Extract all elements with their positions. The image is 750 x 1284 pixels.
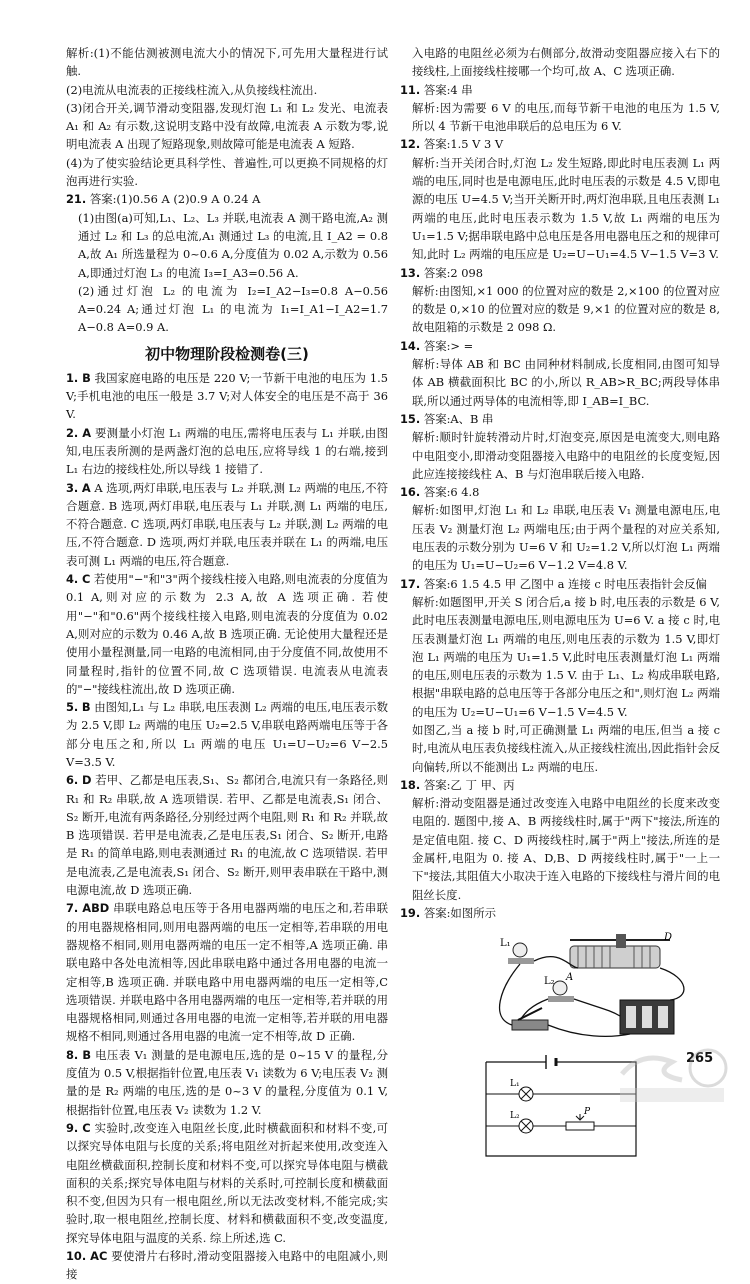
slider-label: P — [584, 1106, 591, 1117]
question-item — [66, 1119, 388, 1247]
question-number: 8. — [66, 1047, 79, 1062]
solution-line: 解析:导体 AB 和 BC 由同种材料制成,长度相同,由图可知导体 AB 横截面积比 BC 的小,所以 R_AB>R_BC;两段导体串联,所以通过两导体的电流相等,即 I_AB=I_BC. — [412, 357, 720, 408]
question-item — [400, 410, 720, 428]
solution-text: 我国家庭电路的电压是 220 V;一节新干电池的电压为 1.5 V;手机电池的电压一般是 3.7 V;对人体安全的电压是不高于 36 V. — [66, 370, 389, 422]
answer-text: 答案:A、B 串 — [423, 411, 494, 426]
question-number: 5. — [66, 700, 79, 715]
circuit-apparatus-figure — [420, 928, 710, 1046]
question-number: 2. — [66, 425, 79, 440]
question-number: 11. — [400, 82, 421, 97]
lamp-label: L₂ — [510, 1110, 520, 1121]
question-list — [66, 369, 388, 1284]
answer-choice: D — [82, 773, 92, 788]
question-item — [400, 483, 720, 501]
left-column — [66, 44, 388, 1284]
question-item — [66, 570, 388, 698]
prev-solution-line: 解析:(1)不能估测被测电流大小的情况下,可先用大量程进行试触. — [66, 46, 388, 79]
question-item — [400, 575, 720, 593]
section-title: 初中物理阶段检测卷(三) — [145, 344, 309, 363]
question-number: 17. — [400, 576, 421, 591]
question-number: 10. — [66, 1249, 87, 1263]
answer-choice: B — [82, 1047, 92, 1062]
question-item — [66, 1247, 388, 1284]
prev-solution-line: (2)电流从电流表的正接线柱流入,从负接线柱流出. — [66, 82, 318, 97]
solution-text: 若甲、乙都是电压表,S₁、S₂ 都闭合,电流只有一条路径,则 R₁ 和 R₂ 串联,故 A 选项错误. 若甲、乙都是电流表,S₁ 闭合、S₂ 断开,电流有两条路径,分别经过两个电阻,则 R₁ 和 R₂ 并联,故 B 选项错误. 若甲是电流表,乙是电压表,S₁ 闭合、S₂ 断开,电路是 R₁ 的简单电路,则电表测通过 R₁ 的电流,故 C 选项错误. 若甲是电流表,乙是电流表,S₁ 闭合、S₂ 断开,则甲表串联在干路中,测电源电流,故 D 选项正确. — [66, 773, 389, 898]
question-item — [400, 135, 720, 153]
solution-line: 解析:如题图甲,开关 S 闭合后,a 接 b 时,电压表的示数是 6 V,此时电压表测量电源电压,则电源电压为 U=6 V. a 接 c 时,电压表测量灯泡 L₁ 两端的电压,则电压表的示数为 1.5 V,即灯泡 L₁ 两端的电压为 U₁=1.5 V,此时电压表测量灯泡 L₁ 两端的电压,则电压表的示数为 1.5 V. 由于 L₁、L₂ 构成串联电路,根据"串联电路的总电压等于各部分电压之和",则灯泡 L₂ 两端的电压为 U₂=U−U₁=6 V−1.5 V=4.5 V. — [412, 594, 720, 719]
question-number: 21. — [66, 192, 87, 207]
question-item — [400, 264, 720, 282]
right-column — [400, 44, 720, 1169]
solution-line: 解析:顺时针旋转滑动片时,灯泡变亮,原因是电流变大,则电路中电阻变小,即滑动变阻器接入电路中的电阻丝的长度变短,因此应连接接线柱 A、B 与灯泡串联后接入电路. — [412, 430, 720, 481]
answer-text: 答案:1.5 V 3 V — [423, 137, 504, 152]
question-item — [400, 776, 720, 794]
answer-choice: ABD — [82, 901, 110, 916]
answer-choice: C — [82, 1120, 91, 1135]
answer-choice: AC — [90, 1249, 108, 1263]
answer-choice: B — [82, 370, 91, 385]
q21-solution-line: (1)由图(a)可知,L₁、L₂、L₃ 并联,电流表 A 测干路电流,A₂ 测通过 L₂ 和 L₃ 的总电流,A₁ 测通过 L₃ 的电流,且 I_A2 = 0.8 A,故 A₁ 所选量程为 0~0.6 A,分度值为 0.02 A,示数为 0.56 A,即通过灯泡 L₃ 的电流 I₃=I_A3=0.56 A. — [78, 210, 388, 280]
answer-text: 答案:如图所示 — [423, 905, 496, 920]
question-item — [66, 771, 388, 899]
page-number: 265 — [686, 1051, 714, 1066]
answer-text: 答案:2 098 — [423, 265, 484, 280]
q21-answer — [66, 190, 388, 208]
question-item — [400, 337, 720, 355]
solution-line: 解析:滑动变阻器是通过改变连入电路中电阻丝的长度来改变电阻的. 题图中,接 A、B 两接线柱时,属于"两下"接法,所连的是定值电阻. 接 C、D 两接线柱时,属于"两上"接法,所连的是金属杆,电阻为 0. 接 A、D,B、D 两接线柱时,属于"一上一下"接法,其阻值大小取决于连入电路的下接线柱与滑片间的电阻丝长度. — [412, 796, 720, 902]
answer-choice: A — [82, 425, 92, 440]
answer-text: 答案:乙 丁 甲、丙 — [423, 777, 515, 792]
question-item — [66, 698, 388, 771]
solution-line: 解析:由图知,×1 000 的位置对应的数是 2,×100 的位置对应的数是 0,×10 的位置对应的数是 9,×1 的位置对应的数是 8,故电阻箱的示数是 2 098 Ω. — [412, 283, 720, 335]
answer-text: 答案:4 串 — [423, 82, 473, 97]
question-item — [66, 479, 388, 570]
lamp-label: L₂ — [544, 976, 555, 988]
question-number: 4. — [66, 572, 79, 587]
terminal-label: D — [664, 932, 673, 944]
solution-text: 要使滑片右移时,滑动变阻器接入电路中的电阻减小,则接 — [66, 1249, 388, 1282]
q10-continuation: 入电路的电阻丝必须为右侧部分,故滑动变阻器应接入右下的接线柱,上面接线柱接哪一个均可,故 A、C 选项正确. — [412, 46, 720, 79]
solution-text: 由图知,L₁ 与 L₂ 串联,电压表测 L₂ 两端的电压,电压表示数为 2.5 V,即 L₂ 两端的电压 U₂=2.5 V,串联电路两端电压等于各部分电压之和,所以 L₁ 两端的电压 U₁=U−U₂=6 V−2.5 V=3.5 V. — [66, 700, 389, 769]
watermark-logo — [612, 1044, 732, 1108]
solution-line: 解析:当开关闭合时,灯泡 L₂ 发生短路,即此时电压表测 L₁ 两端的电压,同时也是电源电压,此时电压表的示数是 4.5 V,即电源的电压 U=4.5 V;当开关断开时,两灯泡串联,且电压表测 L₁ 两端的电压,此时电压表示数为 1.5 V,故 L₁ 两端的电压为 U₁=1.5 V;据串联电路中总电压是各用电器电压之和的规律可知,此时 L₂ 两端的电压应是 U₂=U−U₁=4.5 V−1.5 V=3 V. — [412, 155, 720, 262]
question-number: 3. — [66, 480, 79, 495]
question-number: 13. — [400, 265, 421, 280]
question-list — [400, 81, 720, 923]
answer-text: 答案:6 4.8 — [423, 485, 480, 500]
solution-text: 实验时,改变连入电阻丝长度,此时横截面积和材料不变,可以探究导体电阻与长度的关系;将电阻丝对折起来使用,改变连入电阻丝横截面积,控制长度和材料不变,可以探究导体电阻与横截面积的关系;探究导体电阻与材料的关系时,可控制长度和横截面积不变,但因为只有一根电阻丝,所以无法改变材料,不能完成;实验时,取一根电阻丝,控制长度、材料和横截面积不变,改变温度,探究导体电阻与温度的关系. 综上所述,选 C. — [66, 1120, 389, 1245]
solution-text: 要测量小灯泡 L₁ 两端的电压,需将电压表与 L₁ 并联,由图知,电压表所测的是两盏灯泡的总电压,应将导线 1 的右端,接到 L₁ 右边的接线柱处,所以导线 1 接错了. — [66, 425, 389, 477]
lamp-label: L₁ — [500, 938, 511, 950]
answer-text: 答案:> = — [423, 338, 474, 353]
answer-choice: C — [81, 572, 91, 587]
question-number: 1. — [66, 370, 79, 385]
solution-text: 若使用"−"和"3"两个接线柱接入电路,则电流表的分度值为 0.1 A,则对应的示数为 2.3 A,故 A 选项正确. 若使用"−"和"0.6"两个接线柱接入电路,则电流表的分度值为 0.02 A,则对应的示数为 0.46 A,故 B 选项正确. 无论使用大量程还是使用小量程测量,同一电路的电流相同,由于分度值不同,故使用不同量程时,指针的位置不同,故 C 选项错误. 电流表从电流表的"−"接线柱流出,故 D 选项正确. — [66, 572, 388, 696]
question-item — [66, 1046, 388, 1119]
solution-line: 解析:因为需要 6 V 的电压,而每节新干电池的电压为 1.5 V,所以 4 节新干电池串联后的总电压为 6 V. — [412, 100, 720, 134]
lamp-label: L₁ — [510, 1078, 520, 1089]
solution-text: 串联电路总电压等于各用电器两端的电压之和,若串联的用电器规格相同,则用电器两端的电压一定相等,若串联的用电器规格不相同,则用电器两端的电压一定不相等,A 选项正确. 串联电路中各处电流相等,因此串联电路中通过各用电器的电流一定相等,B 选项正确. 并联电路中用电器两端的电压一定相等,C 选项错误. 并联电路中各用电器两端的电压一定相等,若并联的用电器规格相同,则通过各用电器的电流一定相等,若并联的用电器规格不相同,则通过各用电器的电流一定不相等,故 D 正确. — [66, 901, 389, 1044]
question-number: 14. — [400, 338, 421, 353]
question-number: 15. — [400, 411, 421, 426]
q21-solution-line: (2)通过灯泡 L₂ 的电流为 I₂=I_A2−I₃=0.8 A−0.56 A=0.24 A;通过灯泡 L₁ 的电流为 I₁=I_A1−I_A2=1.7 A−0.8 A=0.9 A. — [78, 283, 388, 335]
answer-text: 答案:(1)0.56 A (2)0.9 A 0.24 A — [89, 192, 261, 207]
question-number: 6. — [66, 773, 79, 788]
question-item — [66, 369, 388, 424]
question-item — [400, 81, 720, 99]
question-item — [66, 424, 388, 479]
question-number: 12. — [400, 137, 421, 152]
question-item — [66, 899, 388, 1045]
prev-solution-line: (3)闭合开关,调节滑动变阻器,发现灯泡 L₁ 和 L₂ 发光、电流表 A₁ 和 A₂ 有示数,这说明支路中没有故障,电流表 A 示数为零,说明电流表 A 出现了短路现象,则故障可能是电流表 A 短路. — [66, 100, 388, 152]
question-number: 18. — [400, 777, 421, 792]
question-number: 16. — [400, 485, 421, 500]
answer-choice: B — [81, 700, 91, 715]
question-number: 7. — [66, 901, 79, 916]
solution-text: A 选项,两灯串联,电压表与 L₂ 并联,测 L₂ 两端的电压,不符合题意. B 选项,两灯串联,电压表与 L₁ 并联,测 L₁ 两端的电压,不符合题意. C 选项,两灯串联,电压表与 L₂ 并联,测 L₂ 两端的电压,不符合题意. D 选项,两灯并联,电压表并联在 L₁ 的两端,电压表可测 L₁ 两端的电压,符合题意. — [66, 480, 389, 568]
question-number: 19. — [400, 905, 421, 920]
solution-line: 解析:如图甲,灯泡 L₁ 和 L₂ 串联,电压表 V₁ 测量电源电压,电压表 V₂ 测量灯泡 L₂ 两端电压;由于两个量程的对应关系知,电压表的示数分别为 U=6 V 和 U₂=1.2 V,所以灯泡 L₁ 两端的电压为 U₁=U−U₂=6 V−1.2 V=4.8 V. — [412, 503, 720, 573]
question-item — [400, 904, 720, 922]
solution-text: 电压表 V₁ 测量的是电源电压,选的是 0~15 V 的量程,分度值为 0.5 V,根据指针位置,电压表 V₁ 读数为 6 V;电压表 V₂ 测量的是 R₂ 两端的电压,选的是 0~3 V 的量程,分度值为 0.1 V,根据指针位置,电压表 V₂ 读数为 1.2 V. — [66, 1047, 389, 1117]
solution-line: 如图乙,当 a 接 b 时,可正确测量 L₁ 两端的电压,但当 a 接 c 时,电流从电压表负接线柱流入,从正接线柱流出,因此指针会反向偏转,所以不能测出 L₂ 两端的电压. — [412, 722, 720, 774]
answer-choice: A — [81, 480, 91, 495]
terminal-label: A — [566, 972, 574, 984]
answer-text: 答案:6 1.5 4.5 甲 乙图中 a 连接 c 时电压表指针会反偏 — [423, 576, 707, 591]
prev-solution-line: (4)为了使实验结论更具科学性、普遍性,可以更换不同规格的灯泡再进行实验. — [66, 155, 388, 189]
question-number: 9. — [66, 1120, 79, 1135]
